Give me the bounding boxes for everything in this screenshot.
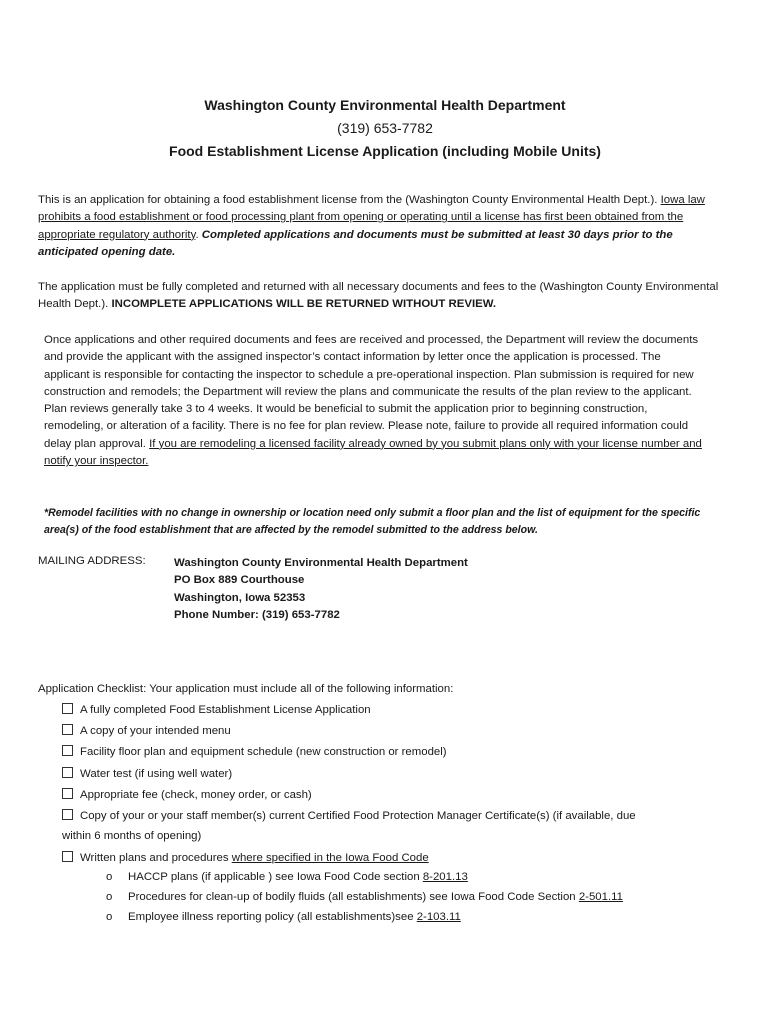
- checklist-item: A fully completed Food Establishment License Application: [62, 703, 371, 716]
- sub-item: o Employee illness reporting policy (all establishments)see 2-103.11: [106, 911, 461, 923]
- sub-item: o Procedures for clean-up of bodily fluids (all establishments) see Iowa Food Code Section 2-501.11: [106, 891, 623, 903]
- checkbox[interactable]: [62, 745, 73, 756]
- submission-deadline: Completed applications and documents must be submitted at least 30 days prior to the anticipated opening date.: [38, 228, 673, 258]
- checklist-title: Application Checklist: Your application must include all of the following information:: [38, 683, 454, 695]
- checkbox[interactable]: [62, 703, 73, 714]
- iowa-law-statement: Iowa law prohibits a food establishment or food processing plant from opening or operating until a license has first been obtained from the appropriate regulatory authority: [38, 194, 705, 241]
- intro-paragraph: [38, 192, 734, 261]
- code-ref-link[interactable]: 2-103.11: [416, 911, 461, 923]
- incomplete-warning: INCOMPLETE APPLICATIONS WILL BE RETURNED WITHOUT REVIEW.: [111, 298, 496, 311]
- department-phone: (319) 653-7782: [337, 120, 433, 136]
- code-ref-link[interactable]: 8-201.13: [422, 871, 468, 883]
- checkbox[interactable]: [62, 724, 73, 735]
- sub-item: o HACCP plans (if applicable ) see Iowa Food Code section 8-201.13: [106, 871, 468, 883]
- process-paragraph: [44, 332, 704, 470]
- process-text: Once applications and other required documents and fees are received and processed, the Department will review the documents and provide the applicant with the assigned inspector’s contact information by letter once the application is processed. The applicant is responsible for contacting the inspector to schedule a pre-operational inspection. Plan submission is required for new construction and remodels; the Department will review the plans and communicate the results of the plan review to the applicant. Plan reviews generally take 3 to 4 weeks. It would be beneficial to submit the application prior to beginning construction, remodeling, or alteration of a facility. There is no fee for plan review. Please note, failure to provide all required information could delay plan approval.: [44, 334, 699, 450]
- address-line-1: Washington County Environmental Health Department: [174, 557, 468, 569]
- address-line-3: Washington, Iowa 52353: [174, 591, 306, 604]
- checklist-item: Facility floor plan and equipment schedule (new construction or remodel): [62, 745, 447, 758]
- intro-lead: This is an application for obtaining a food establishment license from the (Washington County Environmental Health Dept.).: [38, 194, 661, 206]
- checkbox[interactable]: [62, 809, 73, 820]
- completion-paragraph: [38, 279, 734, 314]
- checklist-item: Written plans and procedures where specified in the Iowa Food Code: [62, 851, 429, 864]
- checklist-item-continued: within 6 months of opening): [62, 830, 202, 842]
- checklist-item: A copy of your intended menu: [62, 724, 231, 737]
- iowa-food-code-link[interactable]: where specified in the Iowa Food Code: [231, 852, 429, 864]
- form-title: Food Establishment License Application (including Mobile Units): [169, 143, 601, 159]
- remodel-instruction: If you are remodeling a licensed facility already owned by you submit plans only with your license number and notify your inspector.: [44, 437, 702, 468]
- checklist-item: Copy of your or your staff member(s) current Certified Food Protection Manager Certificate(s) (if available, due: [62, 809, 636, 822]
- remodel-note: *Remodel facilities with no change in ownership or location need only submit a floor plan and the list of equipment for the specific area(s) of the food establishment that are affected by the remodel submitted to the address below.: [44, 507, 701, 536]
- code-ref-link[interactable]: 2-501.11: [578, 891, 623, 903]
- checklist-item: Water test (if using well water): [62, 767, 232, 780]
- address-phone: Phone Number: (319) 653-7782: [174, 608, 340, 621]
- checkbox[interactable]: [62, 767, 73, 778]
- checkbox[interactable]: [62, 851, 73, 862]
- mailing-address-label: MAILING ADDRESS:: [38, 555, 146, 567]
- department-heading: Washington County Environmental Health Department: [204, 97, 566, 113]
- intro-period: .: [195, 228, 202, 241]
- checkbox[interactable]: [62, 788, 73, 799]
- address-line-2: PO Box 889 Courthouse: [174, 574, 305, 587]
- checklist-item: Appropriate fee (check, money order, or cash): [62, 788, 312, 801]
- mailing-address: [174, 555, 468, 624]
- completion-text: The application must be fully completed and returned with all necessary documents and fees to the (Washington County Environmental Health Dept.).: [38, 281, 719, 311]
